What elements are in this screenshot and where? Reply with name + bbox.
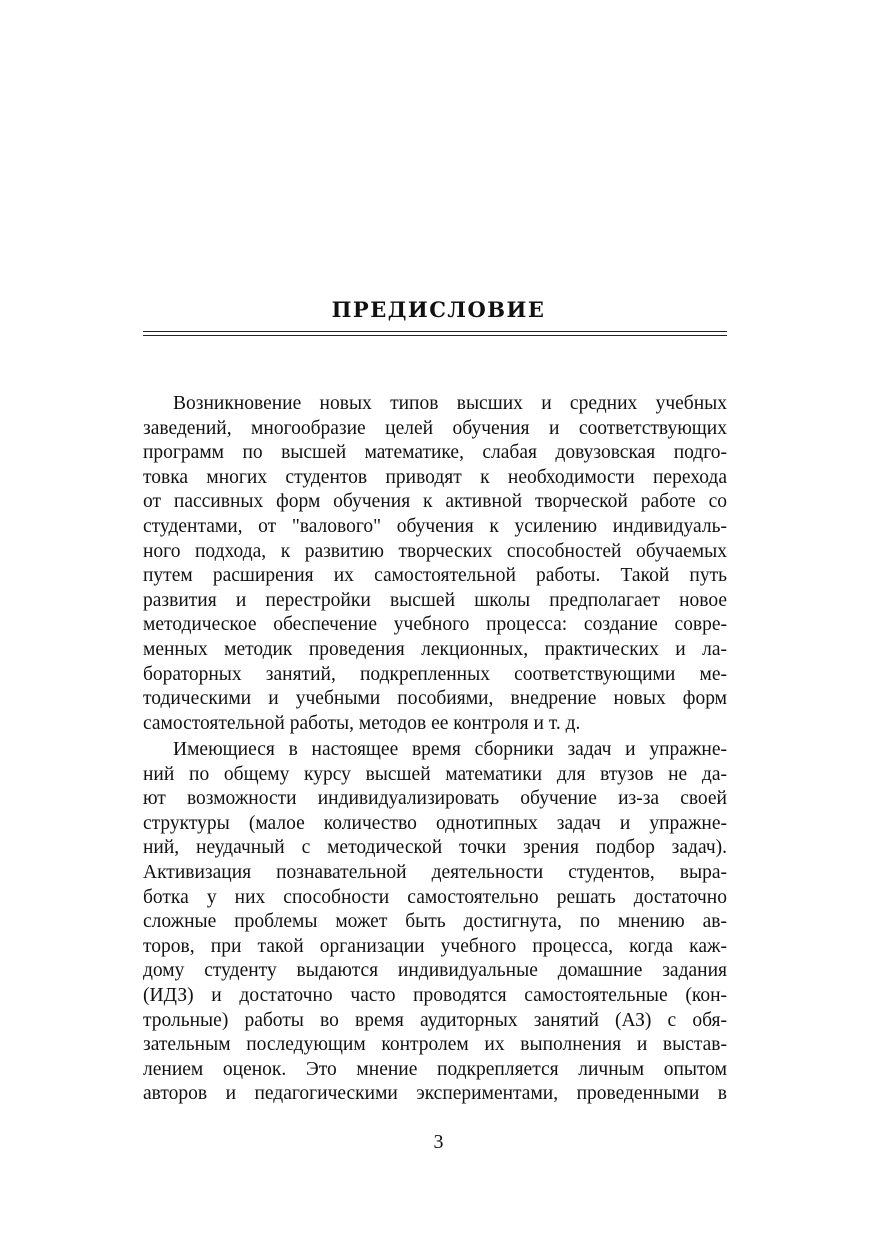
text-line: ют возможности индивидуализировать обучение из-за своей: [143, 788, 727, 810]
text-line: развития и перестройки высшей школы предполагает новое: [143, 589, 727, 611]
text-line: студентами, от "валового" обучения к усилению индивидуаль-: [143, 515, 727, 537]
text-line: дому студенту выдаются индивидуальные домашние задания: [143, 960, 727, 982]
text-line: зательным последующим контролем их выполнения и выстав-: [143, 1034, 727, 1056]
text-line: тодическими и учебными пособиями, внедрение новых форм: [143, 688, 727, 710]
text-line: Имеющиеся в настоящее время сборники задач и упражне-: [173, 739, 727, 760]
text-line: от пассивных форм обучения к активной творческой работе со: [143, 491, 727, 513]
page-number: 3: [433, 1131, 444, 1153]
title-rule-bottom: [143, 335, 727, 336]
text-line: авторов и педагогическими экспериментами, проведенными в: [143, 1083, 727, 1105]
text-line: (ИДЗ) и достаточно часто проводятся самостоятельные (кон-: [143, 984, 727, 1006]
text-line: ний по общему курсу высшей математики для втузов не да-: [143, 763, 727, 785]
text-line: методическое обеспечение учебного процесса: создание совре-: [143, 614, 727, 636]
title-rule-top: [143, 331, 727, 332]
text-line: программ по высшей математике, слабая довузовская подго-: [143, 442, 727, 464]
text-line: самостоятельной работы, методов ее контроля и т. д.: [143, 712, 581, 734]
text-line: лением оценок. Это мнение подкрепляется личным опытом: [143, 1058, 727, 1080]
text-line: заведений, многообразие целей обучения и соответствующих: [143, 417, 727, 439]
paragraph-1: [143, 392, 727, 736]
paragraph-2: [143, 738, 727, 1107]
text-line: ного подхода, к развитию творческих способностей обучаемых: [143, 540, 727, 562]
text-line: структуры (малое количество однотипных задач и упражне-: [143, 812, 727, 834]
text-line: менных методик проведения лекционных, практических и ла-: [143, 638, 727, 660]
text-line: Активизация познавательной деятельности студентов, выра-: [143, 861, 727, 883]
page-title: ПРЕДИСЛОВИЕ: [331, 297, 546, 322]
text-line: путем расширения их самостоятельной работы. Такой путь: [143, 565, 727, 587]
text-line: торов, при такой организации учебного процесса, когда каж-: [143, 935, 727, 957]
text-line: ний, неудачный с методической точки зрения подбор задач).: [143, 837, 727, 859]
text-line: товка многих студентов приводят к необходимости перехода: [143, 466, 727, 488]
text-line: бораторных занятий, подкрепленных соответствующими ме-: [143, 663, 727, 685]
text-line: сложные проблемы может быть достигнута, по мнению ав-: [143, 911, 727, 933]
text-line: Возникновение новых типов высших и средних учебных: [173, 393, 727, 414]
text-line: ботка у них способности самостоятельно решать достаточно: [143, 886, 727, 908]
text-line: трольные) работы во время аудиторных занятий (АЗ) с обя-: [143, 1009, 727, 1031]
